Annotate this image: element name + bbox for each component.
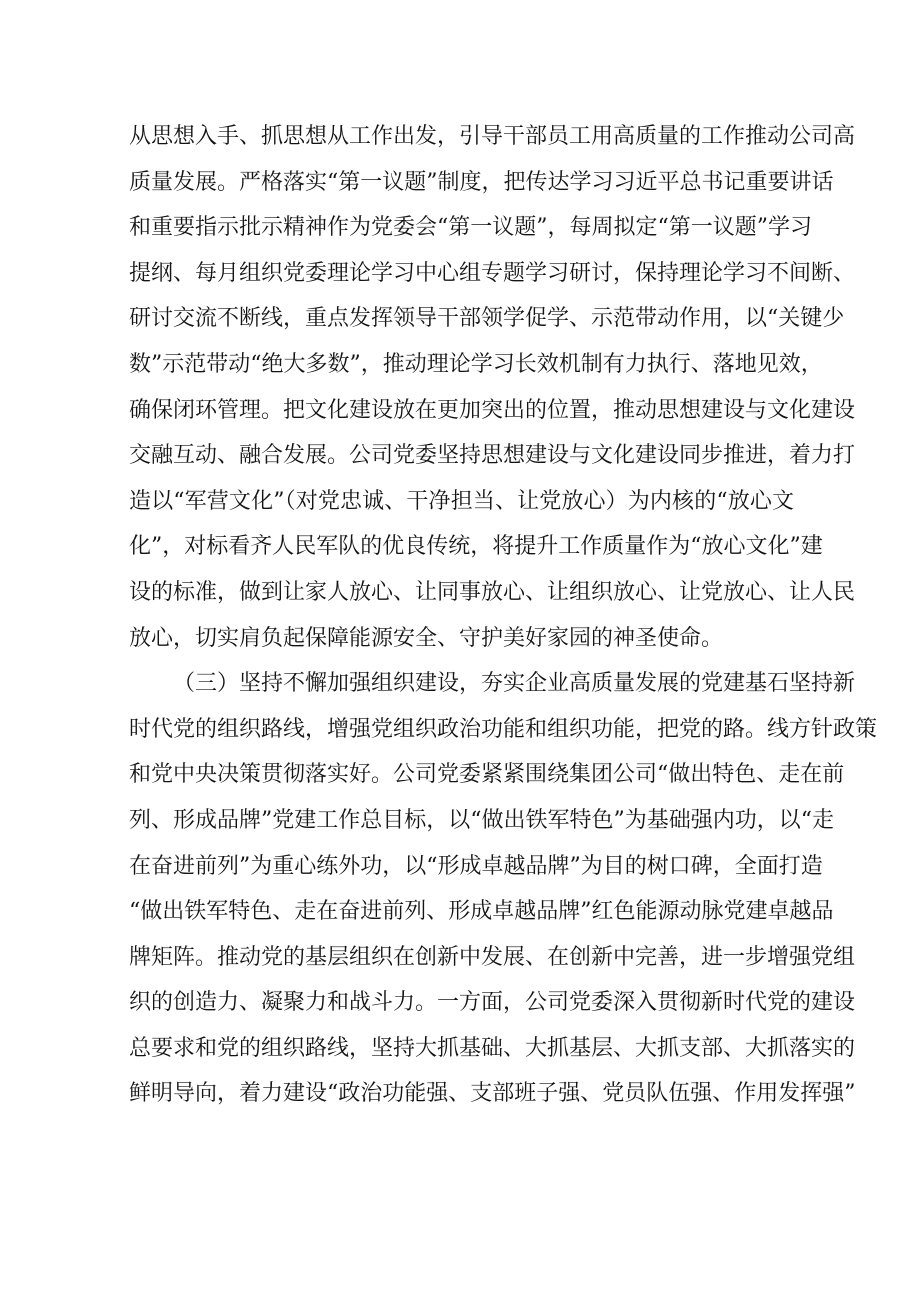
text-line: 放心，切实肩负起保障能源安全、守护美好家园的神圣使命。 bbox=[129, 625, 724, 651]
paragraph-organization-building bbox=[129, 661, 878, 1117]
section-heading-line: （三）坚持不懈加强组织建设，夯实企业高质量发展的党建基石坚持新 bbox=[173, 671, 856, 697]
text-line: 牌矩阵。推动党的基层组织在创新中发展、在创新中完善，进一步增强党组 bbox=[129, 944, 856, 970]
text-line: 和重要指示批示精神作为党委会“第一议题”，每周拟定“第一议题”学习 bbox=[129, 215, 812, 241]
text-line: 和党中央决策贯彻落实好。公司党委紧紧围绕集团公司“做出特色、走在前 bbox=[129, 762, 845, 788]
text-line: 交融互动、融合发展。公司党委坚持思想建设与文化建设同步推进，着力打 bbox=[129, 443, 856, 469]
text-line: 数”示范带动“绝大多数”，推动理论学习长效机制有力执行、落地见效， bbox=[129, 351, 823, 377]
text-line: 在奋进前列”为重心练外功，以“形成卓越品牌”为目的树口碑，全面打造 bbox=[129, 853, 823, 879]
text-line: 列、形成品牌”党建工作总目标，以“做出铁军特色”为基础强内功，以“走 bbox=[129, 807, 834, 833]
paragraph-ideology-culture bbox=[129, 114, 856, 661]
text-line: 时代党的组织路线，增强党组织政治功能和组织功能，把党的路。线方针政策 bbox=[129, 716, 878, 742]
text-line: 从思想入手、抓思想从工作出发，引导干部员工用高质量的工作推动公司高 bbox=[129, 124, 856, 149]
text-line: 提纲、每月组织党委理论学习中心组专题学习研讨，保持理论学习不间断、 bbox=[129, 260, 856, 286]
text-line: 鲜明导向，着力建设“政治功能强、支部班子强、党员队伍强、作用发挥强” bbox=[129, 1081, 856, 1107]
text-line: 造以“军营文化”（对党忠诚、干净担当、让党放心）为内核的“放心文 bbox=[129, 488, 794, 514]
text-line: “做出铁军特色、走在奋进前列、形成卓越品牌”红色能源动脉党建卓越品 bbox=[129, 899, 834, 925]
text-line: 研讨交流不断线，重点发挥领导干部领学促学、示范带动作用，以“关键少 bbox=[129, 306, 845, 332]
text-line: 化”，对标看齐人民军队的优良传统，将提升工作质量作为“放心文化”建 bbox=[129, 534, 823, 560]
body-text bbox=[129, 114, 878, 1117]
text-line: 设的标准，做到让家人放心、让同事放心、让组织放心、让党放心、让人民 bbox=[129, 579, 856, 605]
text-line: 织的创造力、凝聚力和战斗力。一方面，公司党委深入贯彻新时代党的建设 bbox=[129, 990, 856, 1016]
text-line: 确保闭环管理。把文化建设放在更加突出的位置，推动思想建设与文化建设 bbox=[129, 397, 856, 423]
text-line: 总要求和党的组织路线，坚持大抓基础、大抓基层、大抓支部、大抓落实的 bbox=[129, 1035, 856, 1061]
text-line: 质量发展。严格落实“第一议题”制度，把传达学习习近平总书记重要讲话 bbox=[129, 169, 834, 195]
